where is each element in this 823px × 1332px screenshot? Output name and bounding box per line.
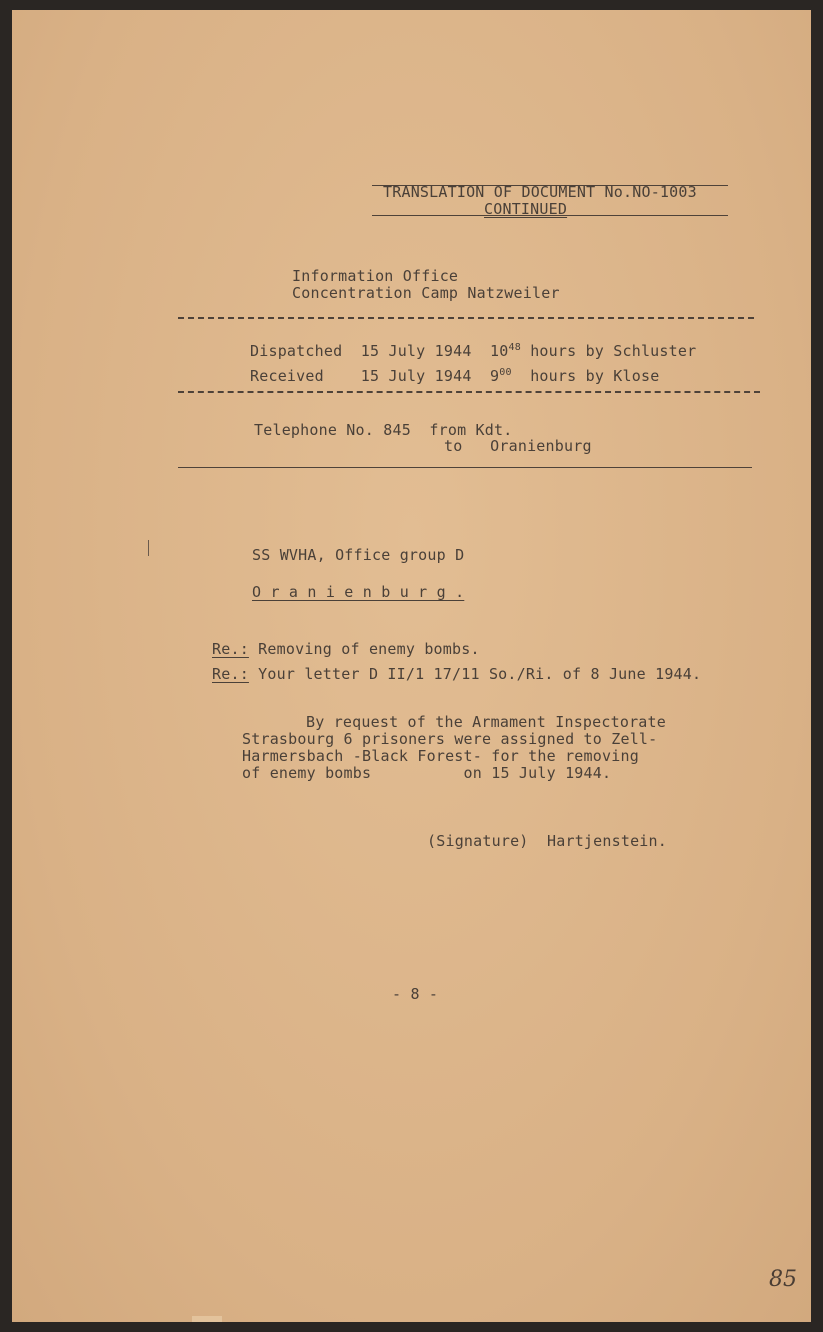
- separator-2: [178, 391, 760, 393]
- reference-text: Removing of enemy bombs.: [258, 640, 480, 658]
- dispatched-row: [250, 343, 696, 362]
- document-page: [12, 10, 811, 1322]
- received-by: hours by Klose: [530, 367, 660, 385]
- reference-letter: [212, 666, 701, 683]
- separator-1: [178, 317, 754, 319]
- document-title: TRANSLATION OF DOCUMENT No.NO-1003: [383, 183, 697, 201]
- document-continued: CONTINUED: [484, 200, 568, 218]
- body-line-4: of enemy bombs on 15 July 1944.: [242, 764, 612, 782]
- dispatched-time: $10^{48}$: [490, 342, 521, 360]
- telephone-destination: to Oranienburg: [444, 437, 592, 455]
- received-row: [250, 368, 659, 387]
- office-camp: Concentration Camp Natzweiler: [292, 284, 560, 302]
- office-name: Information Office: [292, 267, 459, 285]
- telephone-line: Telephone No. 845 from Kdt.: [254, 421, 513, 439]
- received-time: $9^{00}$: [490, 367, 512, 385]
- header-bottom-rule: [372, 215, 728, 216]
- signature: (Signature) Hartjenstein.: [427, 832, 667, 850]
- page-number: - 8 -: [392, 985, 439, 1003]
- folio-number: 85: [769, 1267, 797, 1292]
- margin-mark: [148, 540, 149, 556]
- addressee-city: O r a n i e n b u r g .: [252, 583, 465, 601]
- separator-3: [178, 467, 752, 468]
- dispatched-label: Dispatched: [250, 342, 343, 360]
- reference-text: Your letter D II/1 17/11 So./Ri. of 8 June 1944.: [258, 665, 702, 683]
- body-line-1: By request of the Armament Inspectorate: [306, 713, 666, 731]
- body-line-3: Harmersbach -Black Forest- for the removing: [242, 747, 639, 765]
- reference-label: Re.:: [212, 665, 249, 683]
- received-date: 15 July 1944: [360, 367, 472, 385]
- body-line-2: Strasbourg 6 prisoners were assigned to Zell-: [242, 730, 658, 748]
- dispatched-date: 15 July 1944: [360, 342, 472, 360]
- addressee: SS WVHA, Office group D: [252, 546, 465, 564]
- reference-label: Re.:: [212, 640, 249, 658]
- dispatched-by: hours by Schluster: [530, 342, 697, 360]
- reference-subject: [212, 641, 480, 658]
- received-label: Received: [250, 367, 324, 385]
- paper-patch: [192, 1316, 222, 1322]
